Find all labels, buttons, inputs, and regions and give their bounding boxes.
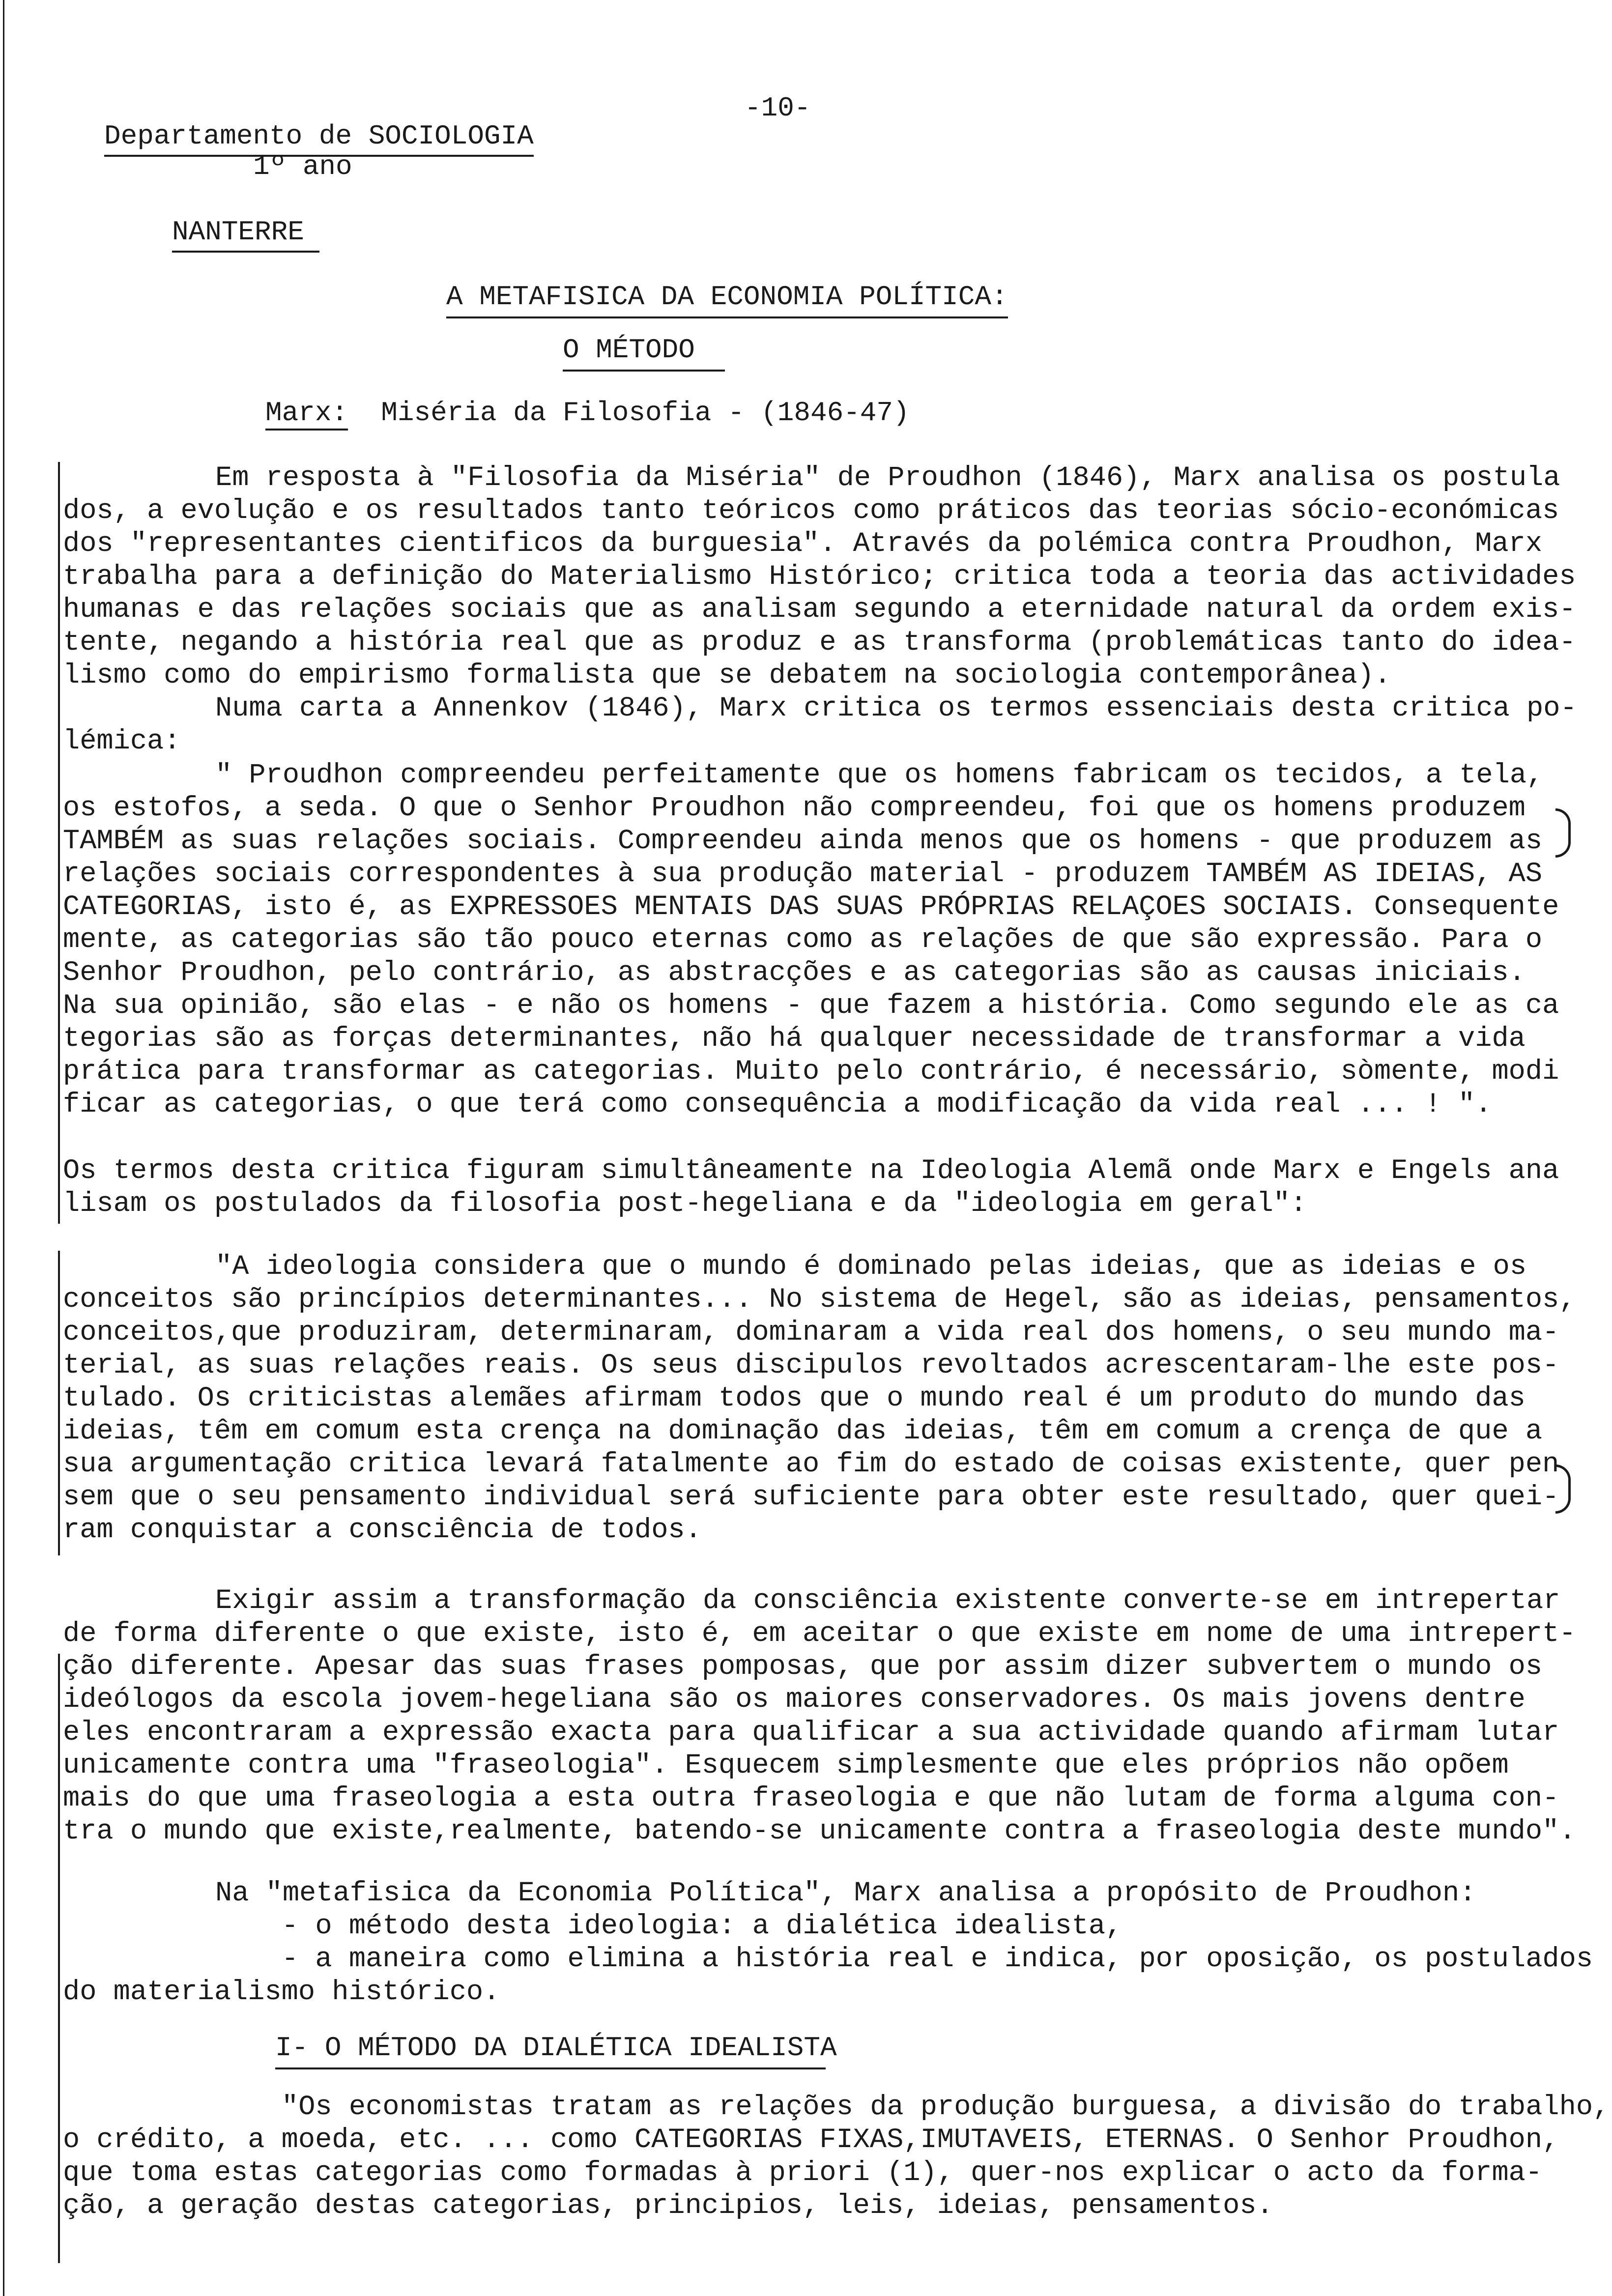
text-line: lismo como do empirismo formalista que se debatem na sociologia contemporânea). [63,660,1391,691]
page-subtitle: O MÉTODO [563,334,725,372]
text-line: mente, as categorias são tão pouco eternas como as relações de que são expressão. Para o [63,924,1543,956]
text-line: Numa carta a Annenkov (1846), Marx critica os termos essenciais desta critica po- [215,693,1577,724]
text-line: "A ideologia considera que o mundo é dominado pelas ideias, que as ideias e os [215,1251,1527,1283]
text-line: tegorias são as forças determinantes, não há qualquer necessidade de transformar a vida [63,1023,1526,1055]
text-line: terial, as suas relações reais. Os seus discipulos revoltados acrescentaram-lhe este pos- [63,1350,1559,1381]
page-edge-rule [3,0,4,2296]
text-line: Na "metafisica da Economia Política", Marx analisa a propósito de Proudhon: [215,1878,1476,1909]
text-line: unicamente contra uma "fraseologia". Esquecem simplesmente que eles próprios não opõem [63,1750,1509,1781]
text-line: ção, a geração destas categorias, principios, leis, ideias, pensamentos. [63,2190,1273,2222]
text-line: tente, negando a história real que as produz e as transforma (problemáticas tanto do idea- [63,627,1576,659]
text-line: humanas e das relações sociais que as analisam segundo a eternidade natural da ordem exis- [63,594,1576,626]
text-line: sua argumentação critica levará fatalmente ao fim do estado de coisas existente, quer pen [63,1449,1559,1480]
text-line: dos, a evolução e os resultados tanto teóricos como práticos das teorias sócio-económicas [63,495,1559,527]
text-line: ideólogos da escola jovem-hegeliana são os maiores conservadores. Os mais jovens dentre [63,1684,1526,1716]
text-line: lémica: [63,726,181,757]
reference-work: Miséria da Filosofia - (1846-47) [381,397,910,429]
text-line: - o método desta ideologia: a dialética idealista, [282,1911,1123,1942]
margin-rule [58,462,60,1224]
text-line: conceitos são princípios determinantes... No sistema de Hegel, são as ideias, pensamentos, [63,1284,1576,1316]
reference-author: Marx: [265,397,348,430]
text-line: dos "representantes cientificos da burguesia". Através da polémica contra Proudhon, Marx [63,528,1543,560]
text-line: relações sociais correspondentes à sua produção material - produzem TAMBÉM AS IDEIAS, AS [63,859,1543,890]
text-line: ideias, têm em comum esta crença na dominação das ideias, têm em comum a crença de que a [63,1416,1543,1447]
margin-rule [58,1654,60,2263]
text-line: o crédito, a moeda, etc. ... como CATEGORIAS FIXAS,IMUTAVEIS, ETERNAS. O Senhor Proudhon, [63,2124,1559,2156]
text-line: os estofos, a seda. O que o Senhor Proudhon não compreendeu, foi que os homens produzem [63,793,1526,824]
quote-annenkov [63,759,1559,1121]
text-line: do materialismo histórico. [63,1977,500,2008]
text-line: lisam os postulados da filosofia post-hegeliana e da "ideologia em geral": [63,1188,1307,1220]
text-line: prática para transformar as categorias. Muito pelo contrário, é necessário, sòmente, modi [63,1056,1559,1088]
text-line: que toma estas categorias como formadas à priori (1), quer-nos explicar o acto da forma- [63,2157,1543,2189]
text-line: Na sua opinião, são elas - e não os homens - que fazem a história. Como segundo ele as ca [63,990,1559,1022]
text-line: tulado. Os criticistas alemães afirmam todos que o mundo real é um produto do mundo das [63,1383,1526,1414]
quote-economistas [63,2091,1610,2223]
text-line: trabalha para a definição do Materialismo Histórico; critica toda a teoria das actividades [63,561,1576,593]
binder-hole-mark [1555,808,1571,858]
text-line: Os termos desta critica figuram simultâneamente na Ideologia Alemã onde Marx e Engels ana [63,1155,1559,1187]
text-line: "Os economistas tratam as relações da produção burguesa, a divisão do trabalho, [282,2092,1610,2123]
text-line: Senhor Proudhon, pelo contrário, as abstracções e as categorias são as causas iniciais. [63,957,1526,989]
paragraph-transformacao [63,1585,1576,1848]
binder-hole-mark [1555,1464,1571,1514]
page-title: A METAFISICA DA ECONOMIA POLÍTICA: [446,281,1008,318]
department-label: Departamento de SOCIOLOGIA [104,120,534,157]
university-label: NANTERRE [172,216,319,253]
text-line: conceitos,que produziram, determinaram, dominaram a vida real dos homens, o seu mundo ma- [63,1317,1559,1349]
text-line: sem que o seu pensamento individual será suficiente para obter este resultado, quer quei- [63,1482,1559,1513]
text-line: tra o mundo que existe,realmente, batendo-se unicamente contra a fraseologia deste mundo". [63,1816,1576,1847]
section-heading: I- O MÉTODO DA DIALÉTICA IDEALISTA [275,2032,826,2069]
text-line: " Proudhon compreendeu perfeitamente que os homens fabricam os tecidos, a tela, [215,760,1544,791]
text-line: ficar as categorias, o que terá como consequência a modificação da vida real ... ! ". [63,1089,1492,1120]
reference-line [265,397,910,429]
text-line: Exigir assim a transformação da consciência existente converte-se em intrepertar [215,1585,1560,1617]
text-line: - a maneira como elimina a história real e indica, por oposição, os postulados [282,1944,1593,1975]
text-line: CATEGORIAS, isto é, as EXPRESSOES MENTAIS DAS SUAS PRÓPRIAS RELAÇOES SOCIAIS. Consequente [63,891,1559,923]
paragraph-ideologia [63,1155,1559,1221]
text-line: ção diferente. Apesar das suas frases pomposas, que por assim dizer subvertem o mundo os [63,1651,1543,1683]
text-line: TAMBÉM as suas relações sociais. Compreendeu ainda menos que os homens - que produzem as [63,826,1543,857]
margin-rule [58,1251,60,1555]
year-label: 1º ano [253,151,352,182]
paragraph-metafisica [63,1877,1593,2009]
text-line: Em resposta à "Filosofia da Miséria" de Proudhon (1846), Marx analisa os postula [215,462,1560,494]
text-line: de forma diferente o que existe, isto é, em aceitar o que existe em nome de uma intrepert- [63,1618,1576,1650]
text-line: eles encontraram a expressão exacta para qualificar a sua actividade quando afirmam lutar [63,1717,1559,1749]
text-line: mais do que uma fraseologia a esta outra fraseologia e que não lutam de forma alguma con- [63,1783,1559,1814]
page-number: -10- [745,92,811,124]
paragraph-intro [63,462,1577,758]
quote-ideologia [63,1251,1576,1547]
text-line: ram conquistar a consciência de todos. [63,1515,702,1546]
